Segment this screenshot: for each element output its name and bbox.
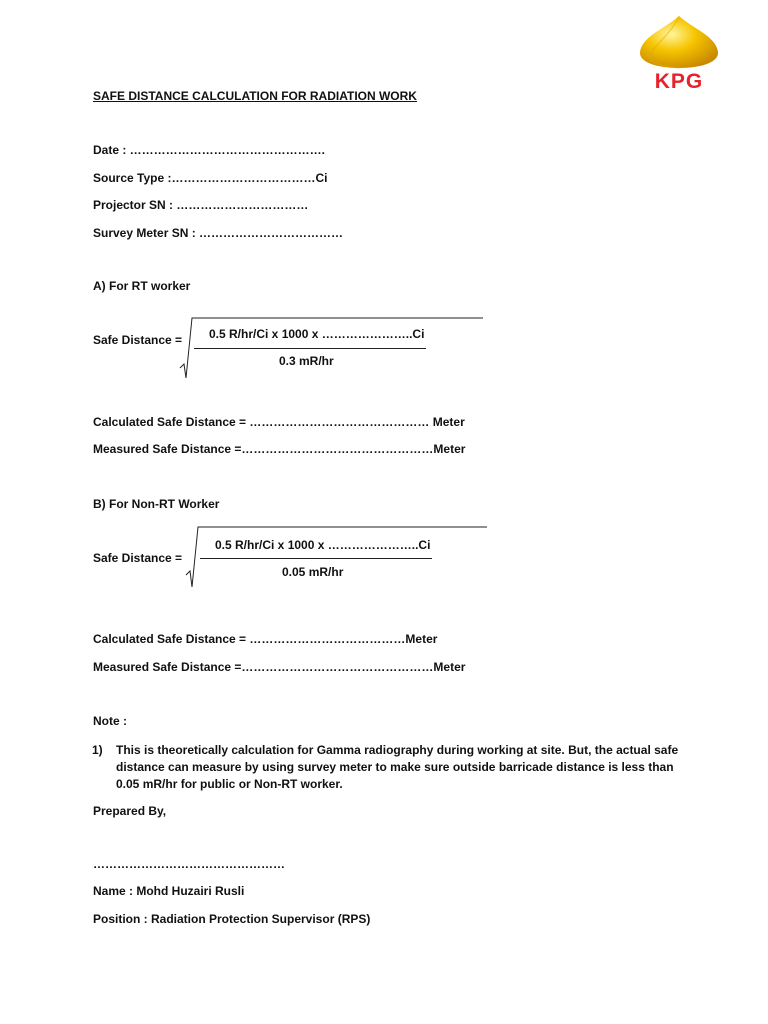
dome-icon [636, 14, 722, 72]
page-title: SAFE DISTANCE CALCULATION FOR RADIATION WORK [93, 89, 417, 103]
prepared-by-label: Prepared By, [93, 804, 167, 818]
section-b-denominator: 0.05 mR/hr [282, 565, 344, 579]
note-item [92, 742, 696, 793]
logo-text: KPG [654, 70, 704, 93]
signature-line: ………………………………………… [93, 857, 285, 871]
section-a-calculated: Calculated Safe Distance = ……………………………………… Meter [93, 415, 465, 429]
section-a-heading: A) For RT worker [93, 279, 191, 293]
section-b-safe-distance-label: Safe Distance = [93, 551, 183, 565]
signatory-name: Name : Mohd Huzairi Rusli [93, 884, 245, 898]
source-type-field: Source Type :………………………………Ci [93, 171, 328, 185]
section-a-safe-distance-label: Safe Distance = [93, 333, 183, 347]
signatory-position: Position : Radiation Protection Supervisor (RPS) [93, 912, 371, 926]
projector-sn-field: Projector SN : …………………………… [93, 198, 309, 212]
survey-meter-sn-field: Survey Meter SN : ……………………………… [93, 226, 344, 240]
section-a-fraction-bar [194, 348, 426, 349]
section-b-fraction-bar [200, 558, 432, 559]
note-heading: Note : [93, 714, 127, 728]
date-field: Date : …………………………………………. [93, 143, 326, 157]
section-b-measured: Measured Safe Distance =…………………………………………Meter [93, 660, 466, 674]
section-a-measured: Measured Safe Distance =…………………………………………Meter [93, 442, 466, 456]
section-a-numerator: 0.5 R/hr/Ci x 1000 x …………………..Ci [209, 327, 425, 341]
section-a-denominator: 0.3 mR/hr [279, 354, 334, 368]
section-b-calculated: Calculated Safe Distance = …………………………………Meter [93, 632, 438, 646]
section-b-numerator: 0.5 R/hr/Ci x 1000 x …………………..Ci [215, 538, 431, 552]
note-item-text: This is theoretically calculation for Gamma radiography during working at site. But, the actual safe distance can measure by using survey meter to make sure outside barricade distance is less than 0.05 mR/hr for public or Non-RT worker. [116, 743, 679, 791]
kpg-logo [636, 14, 722, 94]
note-item-number: 1) [92, 743, 103, 757]
section-a-radical-sign [178, 316, 488, 382]
section-b-heading: B) For Non-RT Worker [93, 497, 220, 511]
